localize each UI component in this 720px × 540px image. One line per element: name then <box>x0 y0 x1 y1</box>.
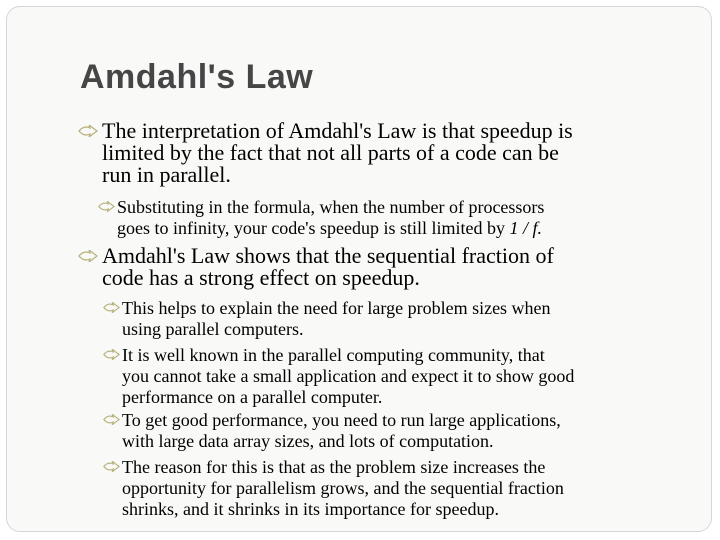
bullet-line: using parallel computers. <box>122 319 304 339</box>
bullet-line: To get good performance, you need to run large applications, <box>122 410 561 430</box>
bullet-line: you cannot take a small application and expect it to show good <box>122 366 575 386</box>
arrow-bullet-icon <box>103 461 120 472</box>
arrow-bullet-icon <box>98 201 115 212</box>
bullet-line: The interpretation of Amdahl's Law is that speedup is <box>102 118 573 143</box>
bullet-text <box>78 120 573 186</box>
bullet-line: performance on a parallel computer. <box>122 387 383 407</box>
bullet-text <box>103 457 564 520</box>
bullet-item <box>103 410 561 452</box>
bullet-text <box>98 197 544 239</box>
arrow-bullet-icon <box>78 125 98 137</box>
bullet-text <box>103 298 551 340</box>
bullet-text <box>103 410 561 452</box>
bullet-item <box>78 120 573 186</box>
bullet-line: with large data array sizes, and lots of computation. <box>122 431 494 451</box>
arrow-bullet-icon <box>103 349 120 360</box>
bullet-line: shrinks, and it shrinks in its importance for speedup. <box>122 499 499 519</box>
bullet-line: Substituting in the formula, when the number of processors <box>117 197 545 217</box>
slide-title: Amdahl's Law <box>80 58 314 96</box>
bullet-line: This helps to explain the need for large problem sizes when <box>122 298 551 318</box>
bullet-item <box>78 245 554 289</box>
bullet-item <box>103 345 574 408</box>
bullet-text <box>103 345 574 408</box>
bullet-line: Amdahl's Law shows that the sequential fraction of <box>102 243 554 268</box>
bullet-line: run in parallel. <box>102 162 231 187</box>
arrow-bullet-icon <box>103 414 120 425</box>
bullet-line: limited by the fact that not all parts of a code can be <box>102 140 559 165</box>
bullet-line: It is well known in the parallel computing community, that <box>122 345 545 365</box>
bullet-text <box>78 245 554 289</box>
bullet-line: code has a strong effect on speedup. <box>102 265 420 290</box>
bullet-line: opportunity for parallelism grows, and the sequential fraction <box>122 478 564 498</box>
bullet-item <box>103 457 564 520</box>
bullet-line: goes to infinity, your code's speedup is still limited by 1 / f. <box>117 218 543 238</box>
formula-term: 1 / f. <box>509 218 543 238</box>
bullet-line: The reason for this is that as the problem size increases the <box>122 457 546 477</box>
arrow-bullet-icon <box>78 250 98 262</box>
arrow-bullet-icon <box>103 302 120 313</box>
bullet-item <box>103 298 551 340</box>
bullet-item <box>98 197 544 239</box>
